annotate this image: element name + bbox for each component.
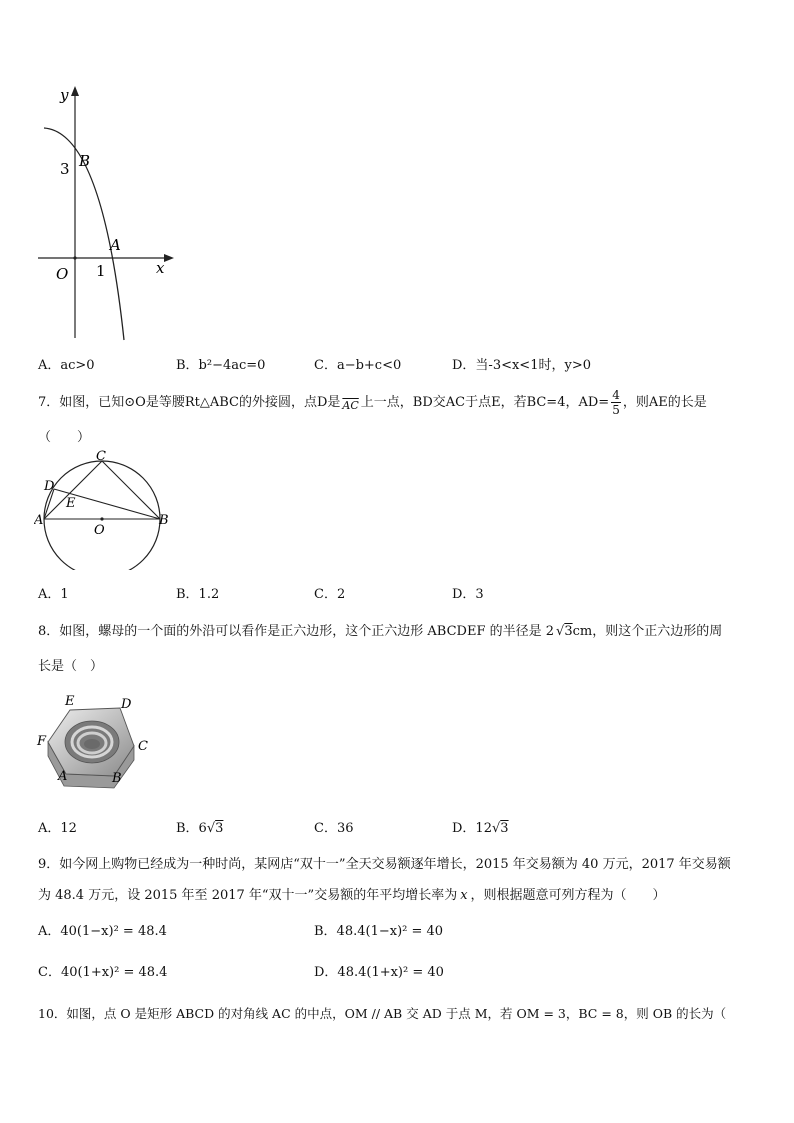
point-o-label: O [94, 523, 105, 538]
x-axis-label: x [156, 259, 165, 277]
q8-sqrt-radicand: 3 [564, 624, 573, 639]
x-axis-arrow [164, 254, 174, 262]
q8-option-d-text: D．12 [452, 821, 492, 836]
q8-option-d-radicand: 3 [500, 821, 509, 836]
q9-stem-line2 [38, 884, 666, 903]
circle-o [44, 461, 160, 570]
q9-stem-line1: 9．如今网上购物已经成为一种时尚，某网店“双十一”全天交易额逐年增长，2015 年交易额为 40 万元，2017 年交易额 [38, 857, 731, 872]
q8-stem-line2: 长是（ ） [38, 659, 104, 674]
nut-point-e: E [65, 694, 75, 709]
point-b-label: B [159, 513, 169, 528]
point-b-label: B [79, 152, 91, 170]
origin-dot [73, 256, 76, 259]
point-a-label: A [110, 236, 121, 254]
point-a-label: A [34, 513, 44, 528]
q8-option-b: B．6√3 [176, 821, 224, 836]
parabola-figure [30, 82, 190, 344]
nut-point-d: D [121, 697, 132, 712]
q8-stem-line1 [38, 620, 722, 639]
origin-label: O [56, 265, 69, 283]
nut-point-c: C [138, 739, 148, 754]
q10-stem-line1: 10．如图，点 O 是矩形 ABCD 的对角线 AC 的中点，OM // AB 交 AD 于点 M，若 OM = 3，BC = 8，则 OB 的长为（ [38, 1006, 727, 1021]
q9-option-b: B．48.4(1−x)² = 40 [314, 924, 444, 939]
nut-inner [84, 739, 100, 749]
q9-text-part2: ，则根据题意可列方程为（ ） [470, 888, 666, 903]
q8-option-b-text: B．6 [176, 821, 207, 836]
y-axis-label: y [60, 86, 69, 104]
q7-fraction-numerator: 4 [612, 388, 620, 402]
nut-point-f: F [37, 734, 47, 749]
q7-text-part2: 上一点，BD交AC于点E，若BC=4，AD= [360, 395, 610, 410]
q7-arc-label: AC [342, 399, 359, 412]
q8-option-b-radicand: 3 [215, 821, 224, 836]
q9-text-part1: 为 48.4 万元，设 2015 年至 2017 年“双十一”交易额的年平均增长率为 [38, 888, 458, 903]
q9-option-d: D．48.4(1+x)² = 40 [314, 965, 444, 980]
q8-text-part1: 8．如图，螺母的一个面的外沿可以看作是正六边形，这个正六边形 ABCDEF 的半径是 2 [38, 624, 555, 639]
q7-option-d: D．3 [452, 587, 484, 602]
nut-point-b: B [112, 771, 122, 786]
q7-text-part1: 7．如图，已知⊙O是等腰Rt△ABC的外接圆，点D是 [38, 395, 341, 410]
q8-option-a: A．12 [38, 821, 77, 836]
q7-fraction-denominator: 5 [612, 403, 620, 417]
q8-sqrt: √3 [556, 624, 573, 639]
q7-fraction [611, 388, 621, 417]
tick-1-label: 1 [96, 262, 106, 280]
q8-option-c: C．36 [314, 821, 354, 836]
q7-option-b: B．1.2 [176, 587, 220, 602]
q6-option-b: B．b²−4ac=0 [176, 358, 266, 373]
q6-option-a: A．ac>0 [38, 358, 95, 373]
y-axis-arrow [71, 86, 79, 96]
point-e-label: E [66, 496, 76, 511]
q8-option-d: D．12√3 [452, 821, 509, 836]
q9-option-c: C．40(1+x)² = 48.4 [38, 965, 168, 980]
q6-option-c: C．a−b+c<0 [314, 358, 402, 373]
circle-figure [34, 448, 174, 570]
q7-stem-line1 [38, 388, 707, 417]
hex-nut-figure [34, 690, 164, 790]
q7-stem-line2: （ ） [38, 430, 91, 445]
point-d-label: D [44, 479, 55, 494]
q7-text-part3: ，则AE的长是 [622, 395, 707, 410]
q6-option-d: D．当-3<x<1时，y>0 [452, 358, 591, 373]
point-c-label: C [96, 449, 106, 464]
q9-option-a: A．40(1−x)² = 48.4 [38, 924, 167, 939]
q7-option-c: C．2 [314, 587, 346, 602]
q9-variable: x [460, 888, 468, 903]
nut-point-a: A [58, 769, 68, 784]
center-dot [100, 517, 103, 520]
q7-option-a: A．1 [38, 587, 69, 602]
tick-3-label: 3 [60, 160, 70, 178]
q8-text-part2: cm，则这个正六边形的周 [572, 624, 723, 639]
